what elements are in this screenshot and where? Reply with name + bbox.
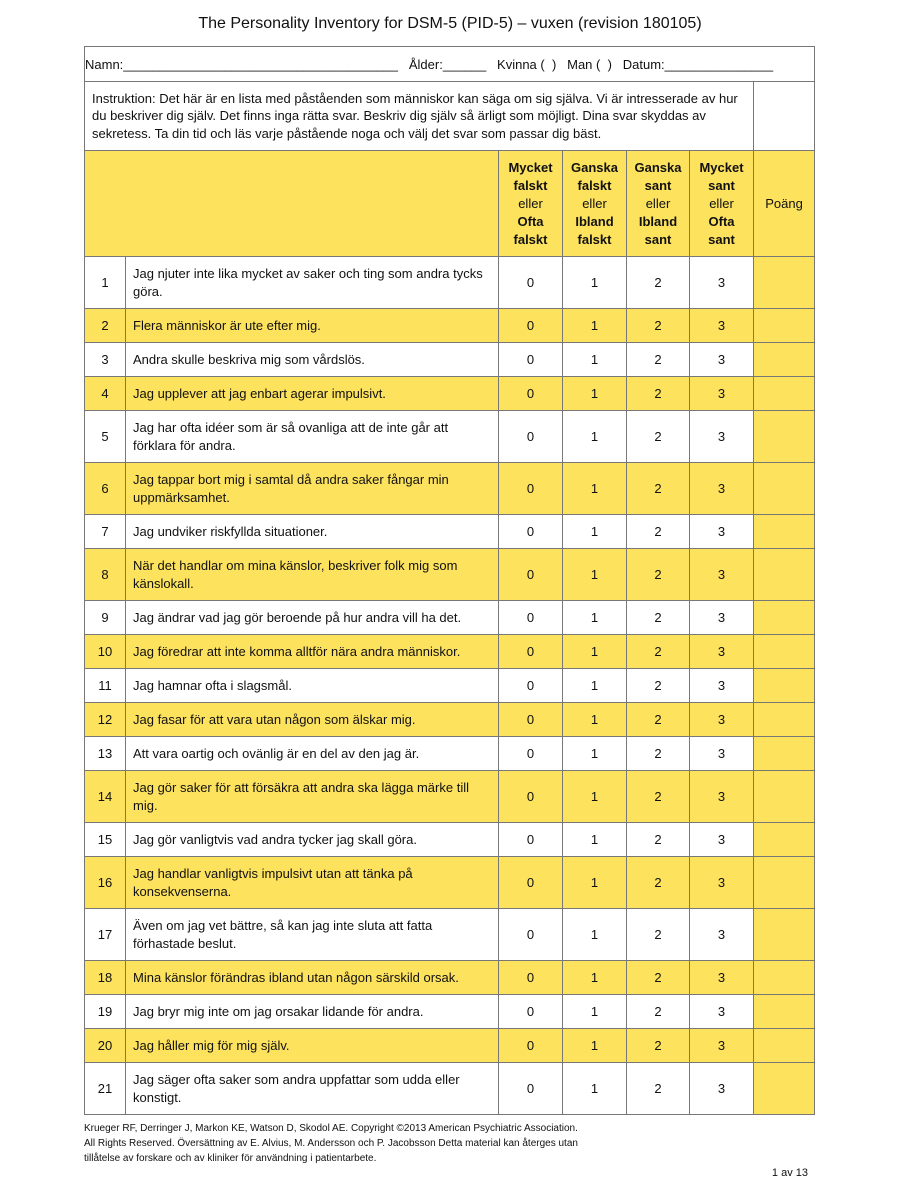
response-option-0[interactable]: 0: [499, 515, 563, 549]
score-cell[interactable]: [754, 343, 815, 377]
response-option-0[interactable]: 0: [499, 1029, 563, 1063]
response-option-0[interactable]: 0: [499, 669, 563, 703]
item-row: [85, 703, 815, 737]
item-row: [85, 411, 815, 463]
response-option-1[interactable]: 1: [563, 343, 627, 377]
item-number: 2: [85, 309, 126, 343]
response-option-1[interactable]: 1: [563, 377, 627, 411]
footer-line: tillåtelse av forskare och av kliniker för användning i patientarbete.: [84, 1153, 377, 1164]
response-option-3[interactable]: 3: [690, 703, 754, 737]
score-column-header: Poäng: [754, 151, 815, 257]
item-statement: Jag har ofta idéer som är så ovanliga att de inte går att förklara för andra.: [126, 411, 499, 463]
item-statement: Jag fasar för att vara utan någon som älskar mig.: [126, 703, 499, 737]
header-blank-cell: [85, 151, 499, 257]
item-row: [85, 909, 815, 961]
response-option-3[interactable]: 3: [690, 309, 754, 343]
questionnaire-table: [84, 46, 815, 1115]
response-option-2[interactable]: 2: [627, 857, 690, 909]
response-option-1[interactable]: 1: [563, 1029, 627, 1063]
item-row: [85, 669, 815, 703]
item-row: [85, 635, 815, 669]
score-cell[interactable]: [754, 1063, 815, 1115]
item-statement: Jag hamnar ofta i slagsmål.: [126, 669, 499, 703]
response-option-0[interactable]: 0: [499, 995, 563, 1029]
item-row: [85, 515, 815, 549]
item-number: 13: [85, 737, 126, 771]
item-row: [85, 1063, 815, 1115]
response-option-2[interactable]: 2: [627, 635, 690, 669]
response-option-1[interactable]: 1: [563, 463, 627, 515]
item-row: [85, 377, 815, 411]
response-option-3[interactable]: 3: [690, 995, 754, 1029]
response-option-2[interactable]: 2: [627, 411, 690, 463]
page-indicator: 1 av 13: [771, 1167, 808, 1179]
item-row: [85, 737, 815, 771]
item-number: 4: [85, 377, 126, 411]
response-option-1[interactable]: 1: [563, 411, 627, 463]
response-option-2[interactable]: 2: [627, 1029, 690, 1063]
item-number: 20: [85, 1029, 126, 1063]
response-option-2[interactable]: 2: [627, 1063, 690, 1115]
response-option-3[interactable]: 3: [690, 961, 754, 995]
item-number: 6: [85, 463, 126, 515]
response-option-3[interactable]: 3: [690, 669, 754, 703]
response-option-2[interactable]: 2: [627, 703, 690, 737]
score-cell[interactable]: [754, 961, 815, 995]
item-number: 7: [85, 515, 126, 549]
item-row: [85, 823, 815, 857]
item-statement: Jag njuter inte lika mycket av saker och ting som andra tycks göra.: [126, 257, 499, 309]
item-number: 1: [85, 257, 126, 309]
item-statement: Jag föredrar att inte komma alltför nära andra människor.: [126, 635, 499, 669]
item-number: 17: [85, 909, 126, 961]
response-option-0[interactable]: 0: [499, 549, 563, 601]
item-statement: Jag gör vanligtvis vad andra tycker jag skall göra.: [126, 823, 499, 857]
item-number: 12: [85, 703, 126, 737]
response-option-3[interactable]: 3: [690, 343, 754, 377]
response-option-2[interactable]: 2: [627, 257, 690, 309]
response-option-1[interactable]: 1: [563, 823, 627, 857]
response-option-3[interactable]: 3: [690, 737, 754, 771]
response-option-0[interactable]: 0: [499, 257, 563, 309]
item-statement: Jag bryr mig inte om jag orsakar lidande för andra.: [126, 995, 499, 1029]
response-option-2[interactable]: 2: [627, 377, 690, 411]
item-row: [85, 309, 815, 343]
score-cell[interactable]: [754, 703, 815, 737]
response-option-2[interactable]: 2: [627, 823, 690, 857]
response-option-2[interactable]: 2: [627, 771, 690, 823]
item-statement: Jag säger ofta saker som andra uppfattar som udda eller konstigt.: [126, 1063, 499, 1115]
item-statement: Jag håller mig för mig själv.: [126, 1029, 499, 1063]
response-option-3[interactable]: 3: [690, 377, 754, 411]
score-cell[interactable]: [754, 463, 815, 515]
response-option-1[interactable]: 1: [563, 601, 627, 635]
response-option-1[interactable]: 1: [563, 909, 627, 961]
item-row: [85, 463, 815, 515]
response-option-3[interactable]: 3: [690, 771, 754, 823]
column-header-1: Ganska falskt eller Ibland falskt: [563, 151, 627, 257]
score-cell[interactable]: [754, 737, 815, 771]
copyright-footer: [84, 1121, 644, 1166]
response-option-0[interactable]: 0: [499, 771, 563, 823]
item-statement: Mina känslor förändras ibland utan någon särskild orsak.: [126, 961, 499, 995]
item-statement: Jag tappar bort mig i samtal då andra saker fångar min uppmärksamhet.: [126, 463, 499, 515]
response-option-0[interactable]: 0: [499, 635, 563, 669]
item-statement: Jag ändrar vad jag gör beroende på hur andra vill ha det.: [126, 601, 499, 635]
response-option-2[interactable]: 2: [627, 601, 690, 635]
response-option-3[interactable]: 3: [690, 549, 754, 601]
score-cell[interactable]: [754, 635, 815, 669]
score-cell[interactable]: [754, 771, 815, 823]
response-option-0[interactable]: 0: [499, 703, 563, 737]
response-option-1[interactable]: 1: [563, 257, 627, 309]
response-option-3[interactable]: 3: [690, 463, 754, 515]
score-cell[interactable]: [754, 549, 815, 601]
response-option-0[interactable]: 0: [499, 463, 563, 515]
item-row: [85, 961, 815, 995]
item-statement: Jag handlar vanligtvis impulsivt utan att tänka på konsekvenserna.: [126, 857, 499, 909]
score-cell[interactable]: [754, 257, 815, 309]
response-option-3[interactable]: 3: [690, 257, 754, 309]
score-cell[interactable]: [754, 995, 815, 1029]
response-option-1[interactable]: 1: [563, 549, 627, 601]
response-option-1[interactable]: 1: [563, 1063, 627, 1115]
response-option-1[interactable]: 1: [563, 857, 627, 909]
response-option-2[interactable]: 2: [627, 309, 690, 343]
response-option-3[interactable]: 3: [690, 601, 754, 635]
item-statement: Jag undviker riskfyllda situationer.: [126, 515, 499, 549]
item-number: 16: [85, 857, 126, 909]
item-number: 11: [85, 669, 126, 703]
item-number: 8: [85, 549, 126, 601]
item-statement: Jag upplever att jag enbart agerar impulsivt.: [126, 377, 499, 411]
item-number: 15: [85, 823, 126, 857]
response-option-3[interactable]: 3: [690, 823, 754, 857]
column-header-3: Mycket sant eller Ofta sant: [690, 151, 754, 257]
column-header-0: Mycket falskt eller Ofta falskt: [499, 151, 563, 257]
item-number: 9: [85, 601, 126, 635]
item-number: 19: [85, 995, 126, 1029]
item-row: [85, 857, 815, 909]
response-option-2[interactable]: 2: [627, 737, 690, 771]
response-option-3[interactable]: 3: [690, 515, 754, 549]
item-number: 3: [85, 343, 126, 377]
response-option-2[interactable]: 2: [627, 909, 690, 961]
score-cell[interactable]: [754, 515, 815, 549]
score-cell[interactable]: [754, 309, 815, 343]
item-number: 14: [85, 771, 126, 823]
response-option-3[interactable]: 3: [690, 857, 754, 909]
response-option-3[interactable]: 3: [690, 1063, 754, 1115]
response-option-1[interactable]: 1: [563, 635, 627, 669]
response-option-1[interactable]: 1: [563, 771, 627, 823]
response-option-0[interactable]: 0: [499, 1063, 563, 1115]
response-option-2[interactable]: 2: [627, 549, 690, 601]
item-number: 10: [85, 635, 126, 669]
item-row: [85, 1029, 815, 1063]
response-option-2[interactable]: 2: [627, 669, 690, 703]
response-option-0[interactable]: 0: [499, 823, 563, 857]
item-number: 21: [85, 1063, 126, 1115]
item-row: [85, 257, 815, 309]
document-title: The Personality Inventory for DSM-5 (PID-5) – vuxen (revision 180105): [198, 15, 702, 32]
response-option-0[interactable]: 0: [499, 377, 563, 411]
response-option-0[interactable]: 0: [499, 961, 563, 995]
item-statement: Även om jag vet bättre, så kan jag inte sluta att fatta förhastade beslut.: [126, 909, 499, 961]
item-statement: Jag gör saker för att försäkra att andra ska lägga märke till mig.: [126, 771, 499, 823]
response-option-0[interactable]: 0: [499, 411, 563, 463]
response-option-2[interactable]: 2: [627, 961, 690, 995]
response-option-1[interactable]: 1: [563, 669, 627, 703]
response-option-1[interactable]: 1: [563, 961, 627, 995]
response-option-3[interactable]: 3: [690, 635, 754, 669]
score-cell[interactable]: [754, 411, 815, 463]
item-number: 18: [85, 961, 126, 995]
response-option-3[interactable]: 3: [690, 411, 754, 463]
score-cell[interactable]: [754, 377, 815, 411]
item-statement: Andra skulle beskriva mig som vårdslös.: [126, 343, 499, 377]
footer-line: All Rights Reserved. Översättning av E. Alvius, M. Andersson och P. Jacobsson Detta material kan återges utan: [84, 1138, 578, 1149]
response-option-0[interactable]: 0: [499, 857, 563, 909]
footer-line: Krueger RF, Derringer J, Markon KE, Watson D, Skodol AE. Copyright ©2013 American Psychiatric Association.: [84, 1123, 578, 1134]
response-option-3[interactable]: 3: [690, 1029, 754, 1063]
item-statement: När det handlar om mina känslor, beskriver folk mig som känslokall.: [126, 549, 499, 601]
item-row: [85, 995, 815, 1029]
response-option-1[interactable]: 1: [563, 309, 627, 343]
response-option-1[interactable]: 1: [563, 737, 627, 771]
score-cell[interactable]: [754, 669, 815, 703]
item-number: 5: [85, 411, 126, 463]
column-header-2: Ganska sant eller Ibland sant: [627, 151, 690, 257]
response-option-2[interactable]: 2: [627, 343, 690, 377]
instruction-text: Instruktion: Det här är en lista med påståenden som människor kan säga om sig själva. Vi är intresserade av hur du beskriver dig själv. Det finns inga rätta svar. Beskriv dig själv så ärligt som möjligt. Dina svar skyddas av sekretess. Ta din tid och läs varje påstående noga och välj det svar som passar dig bäst.: [85, 82, 754, 151]
response-option-3[interactable]: 3: [690, 909, 754, 961]
score-cell[interactable]: [754, 909, 815, 961]
response-option-1[interactable]: 1: [563, 995, 627, 1029]
response-option-0[interactable]: 0: [499, 601, 563, 635]
response-option-2[interactable]: 2: [627, 463, 690, 515]
response-option-2[interactable]: 2: [627, 515, 690, 549]
response-option-1[interactable]: 1: [563, 515, 627, 549]
response-option-0[interactable]: 0: [499, 343, 563, 377]
item-row: [85, 601, 815, 635]
item-row: [85, 549, 815, 601]
score-cell[interactable]: [754, 1029, 815, 1063]
response-option-0[interactable]: 0: [499, 309, 563, 343]
column-header-row: [85, 151, 815, 257]
response-option-0[interactable]: 0: [499, 909, 563, 961]
response-option-2[interactable]: 2: [627, 995, 690, 1029]
item-statement: Flera människor är ute efter mig.: [126, 309, 499, 343]
item-statement: Att vara oartig och ovänlig är en del av den jag är.: [126, 737, 499, 771]
item-row: [85, 343, 815, 377]
instruction-score-cell: [754, 82, 815, 151]
score-cell[interactable]: [754, 857, 815, 909]
response-option-0[interactable]: 0: [499, 737, 563, 771]
score-cell[interactable]: [754, 601, 815, 635]
respondent-info-fields[interactable]: Namn:______________________________________ Ålder:______ Kvinna ( ) Man ( ) Datum:_______________: [85, 47, 815, 82]
item-row: [85, 771, 815, 823]
response-option-1[interactable]: 1: [563, 703, 627, 737]
score-cell[interactable]: [754, 823, 815, 857]
